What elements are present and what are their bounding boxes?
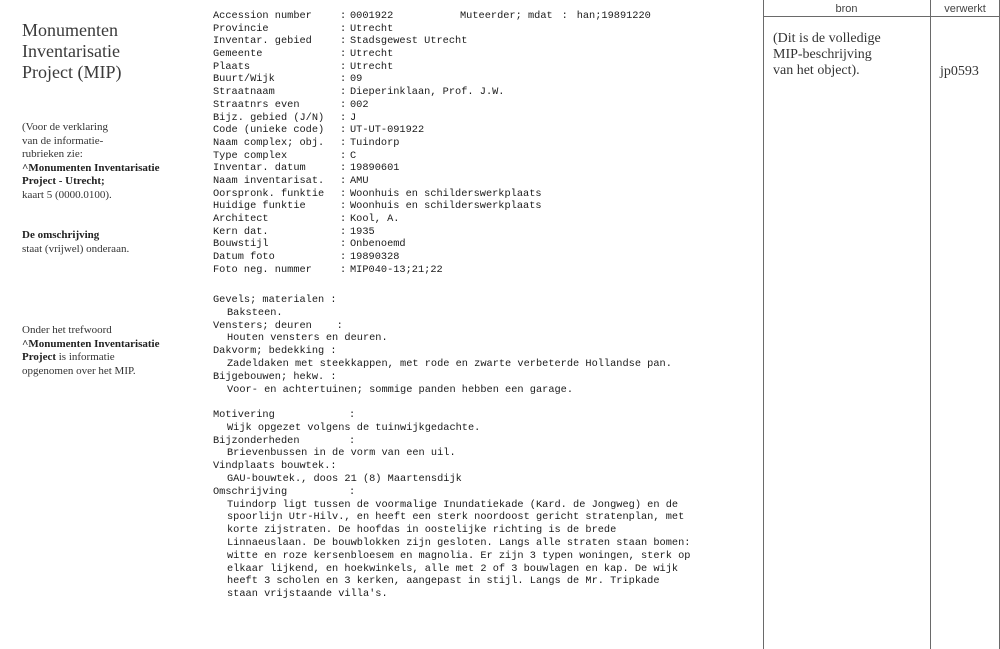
section-label: Bijgebouwen; hekw. : — [213, 370, 337, 383]
note-line: van de informatie- — [22, 134, 104, 147]
section-text: Linnaeuslaan. De bouwblokken zijn gesloten. Langs alle straten staan bomen: — [227, 536, 691, 549]
field-value: C — [350, 149, 357, 162]
field-label: Bouwstijl — [213, 238, 269, 251]
description-note — [22, 229, 192, 256]
section-text: Wijk opgezet volgens de tuinwijkgedachte. — [227, 421, 481, 434]
field-value: UT-UT-091922 — [350, 124, 425, 137]
section-label: Omschrijving : — [213, 485, 356, 498]
record-field — [213, 124, 753, 137]
note-line: staat (vrijwel) onderaan. — [22, 242, 130, 255]
record-field — [213, 213, 753, 226]
field-label: Kern dat. — [213, 225, 269, 238]
field-label: Architect — [213, 213, 269, 225]
field-separator: : — [340, 73, 347, 86]
field-value: Dieperinklaan, Prof. J.W. — [350, 86, 505, 99]
record-field — [213, 112, 753, 125]
field-value: 19890601 — [350, 162, 400, 175]
field-value: 0001922 — [350, 10, 394, 22]
field-label: Type complex — [213, 149, 288, 162]
record-field — [213, 150, 753, 163]
collection-title — [22, 20, 192, 83]
keyword-link[interactable] — [22, 338, 192, 352]
field-separator: : — [340, 225, 347, 238]
field-value: Kool, A. — [350, 213, 400, 225]
section-text: GAU-bouwtek., doos 21 (8) Maartensdijk — [227, 472, 462, 485]
explanation-note — [22, 121, 192, 202]
field-value: Onbenoemd — [350, 238, 406, 251]
note-line: opgenomen over het MIP. — [22, 364, 136, 377]
section-text: Zadeldaken met steekkappen, met rode en zwarte verbeterde Hollandse pan. — [227, 357, 672, 370]
collection-title-line: Project (MIP) — [22, 62, 122, 82]
field-separator: : — [340, 124, 347, 137]
reference-link-line[interactable]: ^Monumenten Inventarisatie — [22, 161, 160, 174]
note-bold: De omschrijving — [22, 229, 100, 241]
field-separator: : — [340, 48, 347, 61]
field-label: Bijz. gebied (J/N) — [213, 111, 325, 124]
field-value: han;19891220 — [576, 10, 651, 22]
mutator-field — [460, 10, 651, 22]
verwerkt-column-divider — [930, 0, 931, 649]
record-card — [213, 10, 753, 601]
field-value: 1935 — [350, 225, 375, 238]
reference-link[interactable] — [22, 162, 192, 189]
field-value: AMU — [350, 174, 369, 187]
field-label: Gemeente — [213, 48, 263, 61]
section-text: witte en roze kersenbloesem en magnolia. Er zijn 3 typen woningen, sterk op — [227, 549, 691, 562]
note-line: (Voor de verklaring — [22, 121, 108, 133]
section-label: Motivering : — [213, 409, 356, 421]
note-line: is informatie — [56, 351, 115, 363]
field-value: Stadsgewest Utrecht — [350, 35, 468, 48]
record-field — [213, 86, 753, 99]
verwerkt-code: jp0593 — [940, 64, 979, 79]
field-separator: : — [340, 200, 347, 213]
field-label: Naam inventarisat. — [213, 174, 325, 187]
field-separator: : — [340, 136, 347, 149]
keyword-link-line[interactable]: ^Monumenten Inventarisatie — [22, 337, 160, 350]
field-label: Accession number — [213, 10, 312, 22]
record-field — [213, 188, 753, 201]
field-separator: : — [340, 111, 347, 124]
field-label: Plaats — [213, 60, 251, 73]
section-text: korte zijstraten. De hoofdas in oostelijke richting is de brede — [227, 524, 617, 537]
field-value: Woonhuis en schilderswerkplaats — [350, 187, 542, 200]
field-separator: : — [340, 174, 347, 187]
field-value: Utrecht — [350, 48, 394, 61]
section-text: elkaar lijkend, en hoekwinkels, alle met 2 of 3 bouwlagen en kap. De wijk — [227, 562, 679, 575]
record-field — [213, 264, 753, 277]
field-label: Straatnrs even — [213, 98, 300, 111]
section-text: staan vrijstaande villa's. — [227, 588, 388, 601]
field-separator: : — [340, 251, 347, 264]
field-separator: : — [340, 238, 347, 251]
section-label: Gevels; materialen : — [213, 294, 337, 306]
field-separator: : — [340, 60, 347, 73]
field-label: Buurt/Wijk — [213, 73, 275, 86]
field-label: Straatnaam — [213, 86, 275, 99]
record-field — [213, 99, 753, 112]
field-value: 09 — [350, 73, 363, 86]
field-value: Woonhuis en schilderswerkplaats — [350, 200, 542, 213]
field-label: Huidige funktie — [213, 200, 306, 213]
field-value: Utrecht — [350, 60, 394, 73]
section-label: Bijzonderheden : — [213, 434, 356, 447]
field-value: MIP040-13;21;22 — [350, 263, 443, 276]
field-label: Naam complex; obj. — [213, 136, 325, 149]
note-line: rubrieken zie: — [22, 148, 83, 160]
bron-note-line: MIP-beschrijving — [773, 47, 872, 62]
collection-title-line: Inventarisatie — [22, 41, 120, 61]
description-section — [213, 409, 743, 601]
record-field — [213, 162, 753, 175]
note-line: Onder het trefwoord — [22, 324, 112, 336]
building-details — [213, 294, 743, 396]
section-text: Tuindorp ligt tussen de voormalige Inundatiekade (Kard. de Jongweg) en de — [227, 498, 679, 511]
bron-note-line: (Dit is de volledige — [773, 31, 881, 46]
record-field — [213, 137, 753, 150]
verwerkt-header: verwerkt — [944, 3, 986, 15]
section-text: Brievenbussen in de vorm van een uil. — [227, 447, 456, 460]
field-separator: : — [340, 213, 347, 225]
field-label: Oorspronk. funktie — [213, 187, 325, 200]
section-label: Vindplaats bouwtek.: — [213, 460, 337, 473]
field-separator: : — [340, 10, 347, 22]
field-label: Foto neg. nummer — [213, 263, 312, 276]
field-separator: : — [561, 10, 568, 22]
section-text: Voor- en achtertuinen; sommige panden hebben een garage. — [227, 383, 574, 396]
keyword-link-tail[interactable]: Project — [22, 351, 56, 363]
field-label: Muteerder; mdat — [460, 10, 553, 22]
bron-header: bron — [835, 3, 858, 15]
record-fields — [213, 10, 753, 276]
bron-column-divider — [763, 0, 764, 649]
record-field — [213, 61, 753, 74]
field-value: Utrecht — [350, 22, 394, 35]
record-field — [213, 238, 753, 251]
field-separator: : — [340, 187, 347, 200]
field-separator: : — [340, 86, 347, 99]
field-value: Tuindorp — [350, 136, 400, 149]
field-separator: : — [340, 263, 347, 276]
field-label: Inventar. datum — [213, 162, 306, 175]
section-text: Baksteen. — [227, 306, 283, 319]
record-field — [213, 35, 753, 48]
record-field — [213, 23, 753, 36]
field-separator: : — [340, 98, 347, 111]
field-separator: : — [340, 162, 347, 175]
section-label: Vensters; deuren : — [213, 319, 343, 332]
record-field — [213, 175, 753, 188]
field-value: J — [350, 111, 357, 124]
record-field — [213, 251, 753, 264]
section-label: Dakvorm; bedekking : — [213, 345, 337, 358]
field-label: Provincie — [213, 22, 269, 35]
field-value: 19890328 — [350, 251, 400, 264]
collection-title-line: Monumenten — [22, 20, 118, 40]
section-text: spoorlijn Utr-Hilv., en heeft een sterk noordoost gericht stratenplan, met — [227, 511, 685, 524]
field-value: 002 — [350, 98, 369, 111]
field-label: Datum foto — [213, 251, 275, 264]
field-separator: : — [340, 149, 347, 162]
field-separator: : — [340, 22, 347, 35]
header-divider — [763, 16, 1000, 17]
section-text: heeft 3 scholen en 3 kerken, aangepast in stijl. Langs de Mr. Tripkade — [227, 575, 660, 588]
note-line: kaart 5 (0000.0100). — [22, 188, 112, 201]
record-field — [213, 226, 753, 239]
bron-note — [773, 31, 923, 79]
field-label: Code (unieke code) — [213, 124, 325, 137]
reference-link-line[interactable]: Project - Utrecht; — [22, 175, 105, 187]
keyword-note — [22, 324, 192, 378]
bron-note-line: van het object). — [773, 63, 860, 78]
field-label: Inventar. gebied — [213, 35, 312, 48]
record-field — [213, 48, 753, 61]
field-separator: : — [340, 35, 347, 48]
section-text: Houten vensters en deuren. — [227, 332, 388, 345]
record-field — [213, 73, 753, 86]
record-field — [213, 200, 753, 213]
